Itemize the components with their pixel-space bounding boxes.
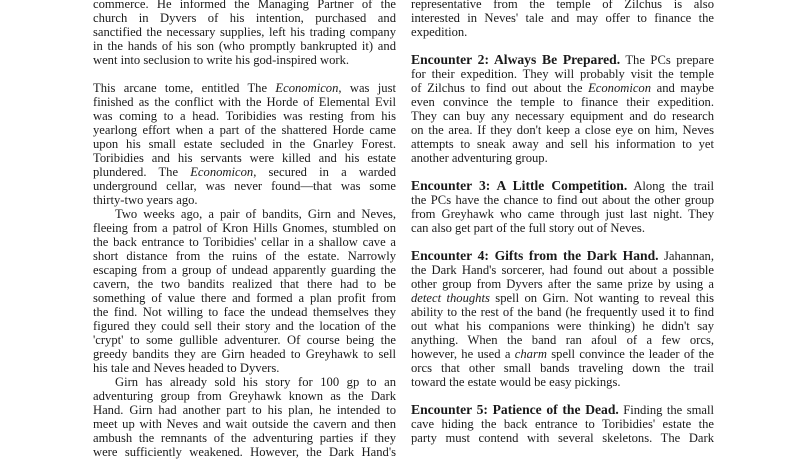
text-line: ambush the remnants of the adventuring parties if they	[93, 431, 396, 445]
text-line: of Zilchus to find out about the Economicon and maybe	[411, 81, 714, 95]
text-line: went into seclusion to write his god-inspired work.	[93, 53, 350, 67]
text-line: however, he used a charm spell convince the leader of the	[411, 347, 714, 361]
text-line: cave hiding the back entrance to Toribidies' estate the	[411, 417, 714, 431]
text-line: his tale and Neves headed to Dyvers.	[93, 361, 280, 375]
text-line: even convince the temple to finance their expedition.	[411, 95, 714, 109]
text-line: Encounter 4: Gifts from the Dark Hand. Jahannan,	[411, 248, 714, 263]
spell-name: charm	[514, 347, 547, 361]
text-line: church in Dyvers of his intention, purchased and	[93, 11, 396, 25]
text-line: meet up with Neves and wait outside the cavern and then	[93, 417, 396, 431]
spell-name: detect thoughts	[411, 291, 490, 305]
encounter-4	[411, 249, 714, 389]
text-line: Encounter 5: Patience of the Dead. Finding the small	[411, 402, 714, 417]
text-line: other group from Dyvers after the same prize by using a	[411, 277, 714, 291]
text-line: can also get part of the full story out of Neves.	[411, 221, 645, 235]
text-line: sanctified the necessary supplies, left his trading company	[93, 25, 396, 39]
text-line: anything. When the band ran afoul of a few orcs,	[411, 333, 714, 347]
text-line: underground cellar, was never found—that was some	[93, 179, 396, 193]
book-title: Economicon	[588, 81, 652, 95]
text-line: Hand. Girn had another part to his plan, he intended to	[93, 403, 396, 417]
paragraph-origin-end	[93, 0, 396, 67]
text-line: figured they could sell their story and the location of the	[93, 319, 396, 333]
text-line: upon his small estate secluded in the Gnarley Forest.	[93, 137, 396, 151]
text-line: escaping from a group of undead apparently guarding the	[93, 263, 396, 277]
text-line: another adventuring group.	[411, 151, 548, 165]
text-line: cavern, the two bandits realized that there had to be	[93, 277, 396, 291]
text-line: the back entrance to Toribidies' cellar in a shallow cave a	[93, 235, 396, 249]
paragraph-spacer	[411, 235, 714, 249]
book-title: Economicon	[190, 165, 254, 179]
encounter-heading: Encounter 5: Patience of the Dead.	[411, 402, 619, 417]
encounter-heading: Encounter 4: Gifts from the Dark Hand.	[411, 248, 659, 263]
text-line: attempts to sneak away and sell his information to yet	[411, 137, 714, 151]
text-line: They can buy any necessary equipment and do research	[411, 109, 714, 123]
text-line: were sufficiently weakened. However, the Dark Hand's	[93, 445, 396, 459]
text-line: on the area. If they don't keep a close eye on him, Neves	[411, 123, 714, 137]
text-line: for their expedition. They will probably visit the temple	[411, 67, 714, 81]
text-line: commerce. He informed the Managing Partner of the	[93, 0, 396, 11]
text-line: Girn has already sold his story for 100 gp to an	[115, 375, 396, 389]
text-line: interested in Neves' tale and may offer to finance the	[411, 11, 714, 25]
paragraph-arcane-tome	[93, 81, 396, 207]
book-title: Economicon	[275, 81, 339, 95]
text-line: was coming to a head. Toribidies was resting from his	[93, 109, 396, 123]
text-line: toward the estate would be easy pickings.	[411, 375, 621, 389]
left-column	[93, 0, 396, 459]
text-line: 'crypt' to some gullible adventurer. Of course being the	[93, 333, 396, 347]
right-column	[411, 0, 714, 445]
paragraph-spacer	[411, 165, 714, 179]
text-line: Two weeks ago, a pair of bandits, Girn and Neves,	[115, 207, 396, 221]
text-line: in the hands of his son (who promptly bankrupted it) and	[93, 39, 396, 53]
text-line: expedition.	[411, 25, 468, 39]
text-line: Encounter 3: A Little Competition. Along the trail	[411, 178, 715, 193]
text-line: yearlong effort when a part of the shattered Horde came	[93, 123, 396, 137]
encounter-3	[411, 179, 714, 235]
text-line: plundered. The Economicon, secured in a warded	[93, 165, 396, 179]
text-line: greedy bandits they are Girn headed to Greyhawk to sell	[93, 347, 396, 361]
encounter-heading: Encounter 2: Always Be Prepared.	[411, 52, 621, 67]
text-line: fleeing from a patrol of Kron Hills Gnomes, stumbled on	[93, 221, 396, 235]
text-line: ability to the rest of the band (he frequently used it to find	[411, 305, 714, 319]
text-line: party must contend with several skeletons. The Dark	[411, 431, 714, 445]
text-line: finished as the conflict with the Horde of Elemental Evil	[93, 95, 396, 109]
paragraph-spacer	[411, 39, 714, 53]
text-line: detect thoughts spell on Girn. Not wanting to reveal this	[411, 291, 714, 305]
text-line: Encounter 2: Always Be Prepared. The PCs prepare	[411, 52, 714, 67]
paragraph-spacer	[93, 67, 396, 81]
paragraph-girn-sold	[93, 375, 396, 459]
text-line: representative from the temple of Zilchus is also	[411, 0, 714, 11]
encounter-5	[411, 403, 714, 445]
text-line: orcs that other small bands traveling down the trail	[411, 361, 714, 375]
text-line: thirty-two years ago.	[93, 193, 198, 207]
text-line: the find. Not willing to face the undead themselves they	[93, 305, 396, 319]
text-line: from Greyhawk who came through just last night. They	[411, 207, 714, 221]
paragraph-intro	[411, 0, 714, 39]
text-line: Toribidies and his servants were killed and his estate	[93, 151, 396, 165]
paragraph-spacer	[411, 389, 714, 403]
paragraph-bandits	[93, 207, 396, 375]
text-line: the Dark Hand's sorcerer, had found out about a possible	[411, 263, 714, 277]
text-line: This arcane tome, entitled The Economicon, was just	[93, 81, 396, 95]
text-line: out what his companions were thinking) he didn't say	[411, 319, 714, 333]
encounter-2	[411, 53, 714, 165]
text-line: short distance from the ruins of the estate. Narrowly	[93, 249, 396, 263]
text-line: the PCs have the chance to find out about the other group	[411, 193, 714, 207]
text-line: adventuring group from Greyhawk known as the Dark	[93, 389, 396, 403]
encounter-heading: Encounter 3: A Little Competition.	[411, 178, 628, 193]
text-line: something of value there and formed a plan profit from	[93, 291, 396, 305]
